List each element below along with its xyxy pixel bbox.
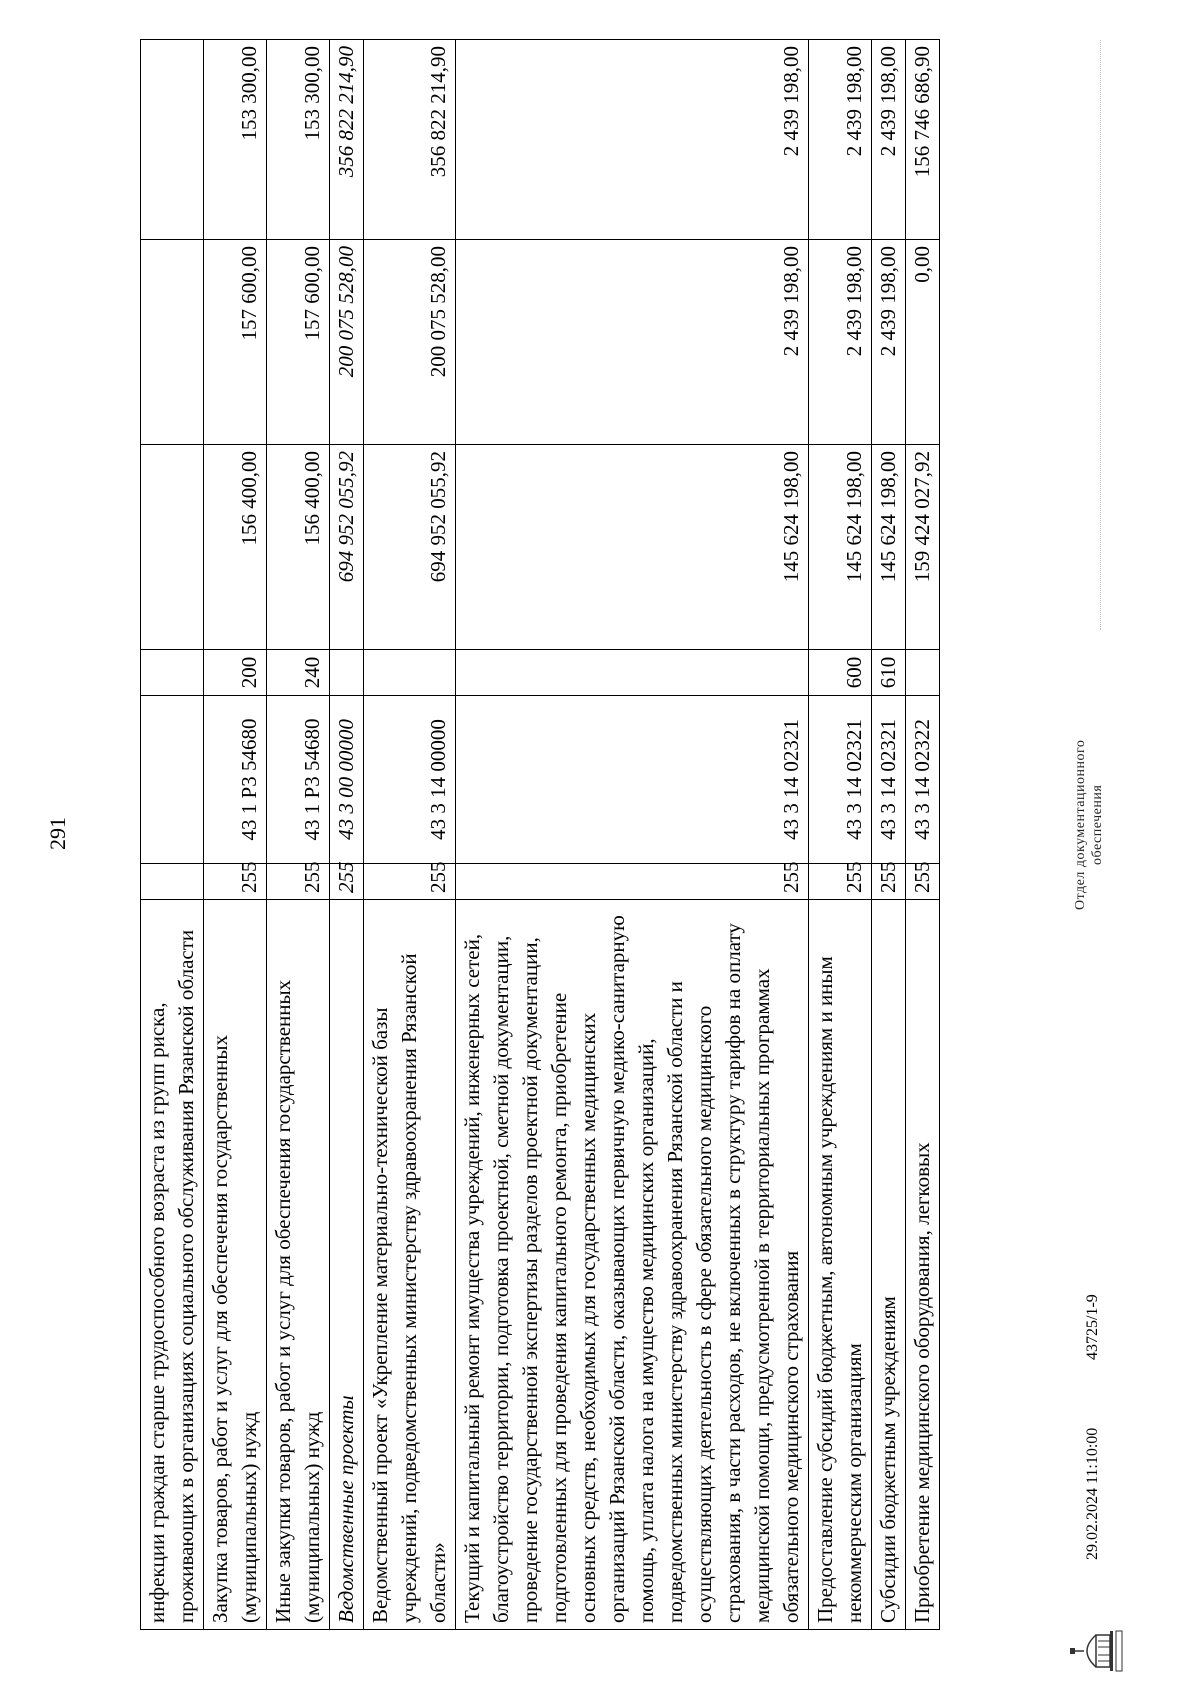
row-name-cell: Субсидии бюджетным учреждениям [872, 900, 906, 1630]
amount-2025-cell: 2 439 198,00 [809, 240, 872, 445]
table-row [364, 40, 456, 1630]
target-article-cell: 43 3 14 02322 [906, 696, 940, 864]
amount-2025-cell: 157 600,00 [267, 240, 330, 445]
page-number: 291 [45, 817, 70, 850]
office-stamp [1072, 740, 1106, 910]
row-name-cell: Текущий и капитальный ремонт имущества учреждений, инженерных сетей, благоустройство территории, подготовка проектной, сметной документации, проведение государственной экспертизы разделов проектной документации, подготовленных для проведения капитального ремонта, приобретение основных средств, необходимых для государственных медицинских организаций Рязанской области, оказывающих первичную медико-санитарную помощь, уплата налога на имущество медицинских организаций, подведомственных министерству здравоохранения Рязанской области и осуществляющих деятельность в сфере обязательного медицинского страхования, в части расходов, не включенных в структуру тарифов на оплату медицинской помощи, предусмотренной в территориальных программах обязательного медицинского страхования [456, 900, 809, 1630]
amount-2024-cell: 694 952 055,92 [364, 445, 456, 650]
row-name-cell: Приобретение медицинского оборудования, легковых [906, 900, 940, 1630]
target-article-cell: 43 1 Р3 54680 [204, 696, 267, 864]
expense-type-cell [330, 650, 364, 696]
expense-type-cell: 610 [872, 650, 906, 696]
amount-2024-cell: 145 624 198,00 [809, 445, 872, 650]
target-article-cell [141, 696, 204, 864]
amount-2025-cell: 157 600,00 [204, 240, 267, 445]
rotated-document-page [45, 40, 1105, 1630]
row-name-cell: Ведомственные проекты [330, 900, 364, 1630]
duma-emblem-icon [1070, 1627, 1126, 1675]
ministry-code-cell: 255 [456, 864, 809, 900]
table-row [141, 40, 204, 1630]
table-row [330, 40, 364, 1630]
row-name-cell: Иные закупки товаров, работ и услуг для обеспечения государственных (муниципальных) нужд [267, 900, 330, 1630]
amount-2024-cell: 156 400,00 [267, 445, 330, 650]
amount-2025-cell: 200 075 528,00 [364, 240, 456, 445]
row-name-cell: Ведомственный проект «Укрепление материально-технической базы учреждений, подведомственных министерству здравоохранения Рязанской области» [364, 900, 456, 1630]
expense-type-cell: 600 [809, 650, 872, 696]
amount-2024-cell: 145 624 198,00 [456, 445, 809, 650]
expense-type-cell [456, 650, 809, 696]
budget-table [140, 39, 940, 1630]
amount-2026-cell: 2 439 198,00 [872, 40, 906, 240]
target-article-cell: 43 3 14 00000 [364, 696, 456, 864]
expense-type-cell [906, 650, 940, 696]
table-row [809, 40, 872, 1630]
ministry-code-cell: 255 [809, 864, 872, 900]
target-article-cell: 43 3 14 02321 [456, 696, 809, 864]
amount-2025-cell: 200 075 528,00 [330, 240, 364, 445]
amount-2025-cell: 2 439 198,00 [872, 240, 906, 445]
row-name-cell: Закупка товаров, работ и услуг для обеспечения государственных (муниципальных) нужд [204, 900, 267, 1630]
amount-2024-cell [141, 445, 204, 650]
amount-2026-cell: 356 822 214,90 [330, 40, 364, 240]
amount-2026-cell: 156 746 686,90 [906, 40, 940, 240]
ministry-code-cell: 255 [330, 864, 364, 900]
ministry-code-cell: 255 [364, 864, 456, 900]
amount-2026-cell [141, 40, 204, 240]
ministry-code-cell [141, 864, 204, 900]
target-article-cell: 43 3 14 02321 [872, 696, 906, 864]
table-row [267, 40, 330, 1630]
amount-2025-cell: 0,00 [906, 240, 940, 445]
amount-2025-cell [141, 240, 204, 445]
amount-2025-cell: 2 439 198,00 [456, 240, 809, 445]
scan-artifact-line [1100, 40, 1102, 630]
target-article-cell: 43 3 00 00000 [330, 696, 364, 864]
ministry-code-cell: 255 [267, 864, 330, 900]
ministry-code-cell: 255 [906, 864, 940, 900]
amount-2026-cell: 153 300,00 [267, 40, 330, 240]
amount-2026-cell: 153 300,00 [204, 40, 267, 240]
registration-number: 43725/1-9 [1084, 1294, 1101, 1360]
expense-type-cell: 240 [267, 650, 330, 696]
page-footer [1073, 40, 1140, 1630]
table-row [204, 40, 267, 1630]
amount-2026-cell: 2 439 198,00 [809, 40, 872, 240]
amount-2024-cell: 145 624 198,00 [872, 445, 906, 650]
ministry-code-cell: 255 [872, 864, 906, 900]
expense-type-cell: 200 [204, 650, 267, 696]
table-row [872, 40, 906, 1630]
amount-2026-cell: 356 822 214,90 [364, 40, 456, 240]
registration-date: 29.02.2024 11:10:00 [1084, 1427, 1101, 1560]
table-row [906, 40, 940, 1630]
amount-2026-cell: 2 439 198,00 [456, 40, 809, 240]
ministry-code-cell: 255 [204, 864, 267, 900]
stamp-line: обеспечения [1090, 784, 1105, 865]
expense-type-cell [141, 650, 204, 696]
amount-2024-cell: 159 424 027,92 [906, 445, 940, 650]
target-article-cell: 43 1 Р3 54680 [267, 696, 330, 864]
row-name-cell: инфекции граждан старше трудоспособного возраста из групп риска, проживающих в организациях социального обслуживания Рязанской области [141, 900, 204, 1630]
row-name-cell: Предоставление субсидий бюджетным, автономным учреждениям и иным некоммерческим организациям [809, 900, 872, 1630]
amount-2024-cell: 694 952 055,92 [330, 445, 364, 650]
amount-2024-cell: 156 400,00 [204, 445, 267, 650]
table-row [456, 40, 809, 1630]
expense-type-cell [364, 650, 456, 696]
stamp-line: Отдел документационного [1073, 739, 1088, 910]
target-article-cell: 43 3 14 02321 [809, 696, 872, 864]
